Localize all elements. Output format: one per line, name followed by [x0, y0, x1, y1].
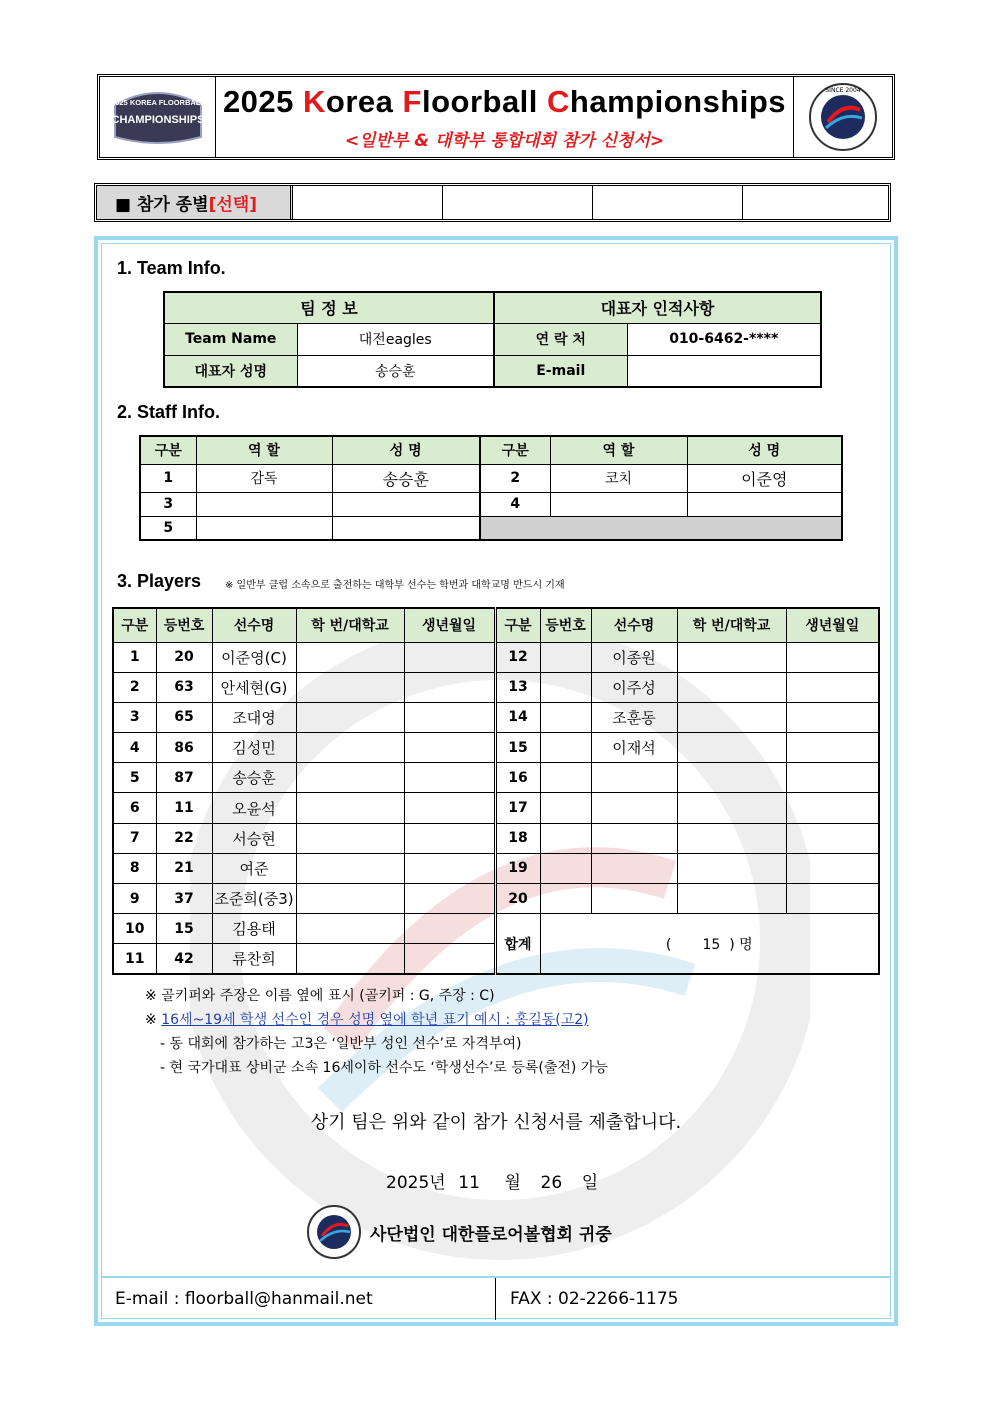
email-label: E-mail [494, 355, 627, 387]
staff-header: 구분 [140, 436, 196, 464]
player-school[interactable] [296, 944, 404, 974]
player-birthdate[interactable] [404, 823, 495, 853]
page-title: 2025 Korea Floorball Championships [222, 83, 787, 119]
player-name[interactable] [591, 793, 677, 823]
player-jersey[interactable]: 11 [156, 793, 212, 823]
table-row [113, 763, 879, 793]
player-school[interactable] [296, 763, 404, 793]
player-school[interactable] [677, 823, 786, 853]
player-birthdate[interactable] [404, 914, 495, 944]
category-option-1[interactable] [293, 186, 443, 219]
table-row [113, 853, 879, 883]
player-name[interactable]: 조훈동 [591, 702, 677, 732]
category-option-2[interactable] [443, 186, 593, 219]
staff-info-table [139, 435, 843, 541]
logo-main-text: CHAMPIONSHIPS [111, 114, 204, 126]
player-jersey[interactable] [540, 763, 591, 793]
player-school[interactable] [296, 733, 404, 763]
table-row [113, 733, 879, 763]
table-row [140, 516, 842, 540]
player-birthdate[interactable] [404, 763, 495, 793]
staff-name[interactable] [687, 492, 842, 516]
player-school[interactable] [296, 853, 404, 883]
team-name-label: Team Name [164, 323, 297, 355]
player-name[interactable]: 이종원 [591, 642, 677, 672]
federation-seal-icon [306, 1204, 362, 1260]
championship-logo-icon [109, 85, 207, 149]
signature-text: 사단법인 대한플로어볼협회 귀중 [370, 1224, 612, 1245]
staff-role[interactable] [196, 516, 332, 540]
staff-name[interactable] [332, 492, 480, 516]
staff-role[interactable] [550, 492, 687, 516]
staff-role[interactable]: 코치 [550, 464, 687, 492]
date-year: 2025년 [386, 1173, 446, 1193]
player-jersey[interactable]: 22 [156, 823, 212, 853]
federation-logo [794, 77, 892, 157]
player-jersey[interactable]: 42 [156, 944, 212, 974]
player-birthdate[interactable] [786, 853, 879, 883]
player-no: 3 [113, 702, 156, 732]
staff-header: 성 명 [332, 436, 480, 464]
player-name[interactable]: 송승훈 [212, 763, 296, 793]
championship-logo [100, 77, 216, 157]
player-school[interactable] [677, 733, 786, 763]
player-birthdate[interactable] [404, 944, 495, 974]
player-school[interactable] [296, 672, 404, 702]
player-no: 4 [113, 733, 156, 763]
player-no: 6 [113, 793, 156, 823]
category-option-3[interactable] [593, 186, 743, 219]
player-birthdate[interactable] [786, 672, 879, 702]
staff-no: 4 [480, 492, 550, 516]
players-header: 등번호 [156, 608, 212, 642]
player-name[interactable]: 김용태 [212, 914, 296, 944]
player-birthdate[interactable] [786, 702, 879, 732]
staff-header: 역 할 [550, 436, 687, 464]
player-birthdate[interactable] [404, 702, 495, 732]
category-selector [94, 183, 891, 222]
table-row [113, 823, 879, 853]
staff-role[interactable]: 감독 [196, 464, 332, 492]
staff-header: 성 명 [687, 436, 842, 464]
total-value: ( 15 ) 명 [540, 914, 879, 974]
table-row [113, 793, 879, 823]
players-header: 학 번/대학교 [677, 608, 786, 642]
staff-info-title: 2. Staff Info. [117, 402, 220, 422]
player-no: 16 [495, 763, 540, 793]
player-jersey[interactable] [540, 672, 591, 702]
player-jersey[interactable]: 87 [156, 763, 212, 793]
staff-no: 5 [140, 516, 196, 540]
player-name[interactable] [591, 884, 677, 914]
team-name-value[interactable]: 대전eagles [297, 323, 494, 355]
team-info-table [163, 291, 822, 388]
players-header: 선수명 [591, 608, 677, 642]
player-name[interactable]: 서승현 [212, 823, 296, 853]
player-jersey[interactable]: 15 [156, 914, 212, 944]
contact-label: 연 락 처 [494, 323, 627, 355]
staff-empty-area [480, 516, 842, 540]
footer-fax: FAX : 02-2266-1175 [510, 1289, 679, 1309]
date-month[interactable]: 11 [458, 1173, 480, 1193]
player-jersey[interactable] [540, 642, 591, 672]
player-no: 11 [113, 944, 156, 974]
footer-email: E-mail : floorball@hanmail.net [101, 1278, 496, 1320]
player-no: 2 [113, 672, 156, 702]
players-note: ※ 일반부 클럽 소속으로 출전하는 대학부 선수는 학번과 대학교명 반드시 기재 [225, 580, 565, 591]
logo-top-text: 2025 KOREA FLOORBALL [110, 98, 205, 107]
player-name[interactable] [591, 823, 677, 853]
rep-name-label: 대표자 성명 [164, 355, 297, 387]
player-school[interactable] [296, 702, 404, 732]
player-school[interactable] [296, 642, 404, 672]
rep-name-value[interactable]: 송승훈 [297, 355, 494, 387]
total-label: 합계 [495, 914, 540, 974]
player-birthdate[interactable] [786, 823, 879, 853]
player-name[interactable] [591, 763, 677, 793]
player-no: 1 [113, 642, 156, 672]
staff-no: 3 [140, 492, 196, 516]
player-birthdate[interactable] [404, 672, 495, 702]
submission-date: 2025년 11 월 26 일 [386, 1173, 599, 1193]
players-header: 선수명 [212, 608, 296, 642]
email-value[interactable] [627, 355, 821, 387]
player-birthdate[interactable] [404, 853, 495, 883]
player-birthdate[interactable] [404, 733, 495, 763]
player-no: 19 [495, 853, 540, 883]
player-school[interactable] [296, 914, 404, 944]
note-national-team: - 현 국가대표 상비군 소속 16세이하 선수도 ‘학생선수’로 등록(출전) 가능 [160, 1060, 608, 1076]
player-name[interactable]: 김성민 [212, 733, 296, 763]
team-info-header: 팀 정 보 [164, 292, 494, 323]
player-jersey[interactable] [540, 884, 591, 914]
table-row [113, 642, 879, 672]
players-header: 학 번/대학교 [296, 608, 404, 642]
players-header: 구분 [113, 608, 156, 642]
player-name[interactable]: 안세현(G) [212, 672, 296, 702]
player-jersey[interactable] [540, 793, 591, 823]
player-name[interactable]: 오윤석 [212, 793, 296, 823]
staff-name[interactable] [332, 516, 480, 540]
note-senior-eligibility: - 동 대회에 참가하는 고3은 ‘일반부 성인 선수’로 자격부여) [160, 1036, 522, 1052]
players-header: 생년월일 [786, 608, 879, 642]
player-name[interactable]: 이주성 [591, 672, 677, 702]
player-jersey[interactable]: 65 [156, 702, 212, 732]
player-jersey[interactable]: 86 [156, 733, 212, 763]
players-header: 구분 [495, 608, 540, 642]
table-row [113, 884, 879, 914]
player-jersey[interactable] [540, 853, 591, 883]
category-option-4[interactable] [743, 186, 888, 219]
player-name[interactable]: 여준 [212, 853, 296, 883]
table-row [113, 914, 879, 944]
player-school[interactable] [677, 672, 786, 702]
player-name[interactable]: 류찬희 [212, 944, 296, 974]
player-no: 15 [495, 733, 540, 763]
player-jersey[interactable]: 63 [156, 672, 212, 702]
player-no: 18 [495, 823, 540, 853]
player-no: 8 [113, 853, 156, 883]
player-no: 5 [113, 763, 156, 793]
signature-block [306, 1204, 612, 1260]
player-school[interactable] [296, 884, 404, 914]
player-no: 7 [113, 823, 156, 853]
player-school[interactable] [296, 793, 404, 823]
players-table [112, 607, 880, 975]
player-no: 10 [113, 914, 156, 944]
staff-name[interactable]: 송승훈 [332, 464, 480, 492]
player-birthdate[interactable] [786, 733, 879, 763]
players-header: 생년월일 [404, 608, 495, 642]
footer-contact [101, 1276, 891, 1320]
player-no: 12 [495, 642, 540, 672]
contact-value[interactable]: 010-6462-**** [627, 323, 821, 355]
player-school[interactable] [677, 702, 786, 732]
player-jersey[interactable]: 20 [156, 642, 212, 672]
player-no: 17 [495, 793, 540, 823]
staff-no: 1 [140, 464, 196, 492]
document-header [97, 74, 895, 160]
note-student-grade: ※ 16세~19세 학생 선수인 경우 성명 옆에 학년 표기 예시 : 홍길동(고2) [145, 1012, 589, 1028]
seal-top-text: SINCE 2004 [825, 87, 861, 94]
player-school[interactable] [677, 793, 786, 823]
table-row [113, 702, 879, 732]
staff-header: 구분 [480, 436, 550, 464]
players-header: 등번호 [540, 608, 591, 642]
player-birthdate[interactable] [404, 642, 495, 672]
staff-no: 2 [480, 464, 550, 492]
player-no: 9 [113, 884, 156, 914]
player-jersey[interactable]: 37 [156, 884, 212, 914]
player-birthdate[interactable] [786, 884, 879, 914]
player-jersey[interactable] [540, 702, 591, 732]
rep-info-header: 대표자 인적사항 [494, 292, 821, 323]
player-jersey[interactable]: 21 [156, 853, 212, 883]
player-school[interactable] [296, 823, 404, 853]
player-jersey[interactable] [540, 733, 591, 763]
player-no: 20 [495, 884, 540, 914]
player-birthdate[interactable] [786, 642, 879, 672]
submission-statement: 상기 팀은 위와 같이 참가 신청서를 제출합니다. [310, 1112, 682, 1133]
player-school[interactable] [677, 853, 786, 883]
date-day[interactable]: 26 [540, 1173, 563, 1193]
player-jersey[interactable] [540, 823, 591, 853]
category-label: ■ 참가 종별 [선택] [97, 186, 293, 219]
player-birthdate[interactable] [404, 884, 495, 914]
player-school[interactable] [677, 642, 786, 672]
player-name[interactable]: 조대영 [212, 702, 296, 732]
player-name[interactable]: 조준희(중3) [212, 884, 296, 914]
player-no: 14 [495, 702, 540, 732]
player-name[interactable]: 이준영(C) [212, 642, 296, 672]
player-school[interactable] [677, 763, 786, 793]
player-birthdate[interactable] [404, 793, 495, 823]
team-info-title: 1. Team Info. [117, 258, 226, 278]
staff-name[interactable]: 이준영 [687, 464, 842, 492]
note-goalkeeper-captain: ※ 골키퍼와 주장은 이름 옆에 표시 (골키퍼 : G, 주장 : C) [145, 988, 495, 1004]
player-school[interactable] [677, 884, 786, 914]
table-row [140, 464, 842, 492]
player-birthdate[interactable] [786, 763, 879, 793]
page-subtitle: <일반부 & 대학부 통합대회 참가 신청서> [344, 130, 665, 151]
staff-role[interactable] [196, 492, 332, 516]
table-row [140, 492, 842, 516]
players-title: 3. Players [117, 571, 202, 591]
player-name[interactable]: 이재석 [591, 733, 677, 763]
federation-seal-icon [808, 82, 878, 152]
table-row [113, 672, 879, 702]
player-no: 13 [495, 672, 540, 702]
player-name[interactable] [591, 853, 677, 883]
player-birthdate[interactable] [786, 793, 879, 823]
staff-header: 역 할 [196, 436, 332, 464]
